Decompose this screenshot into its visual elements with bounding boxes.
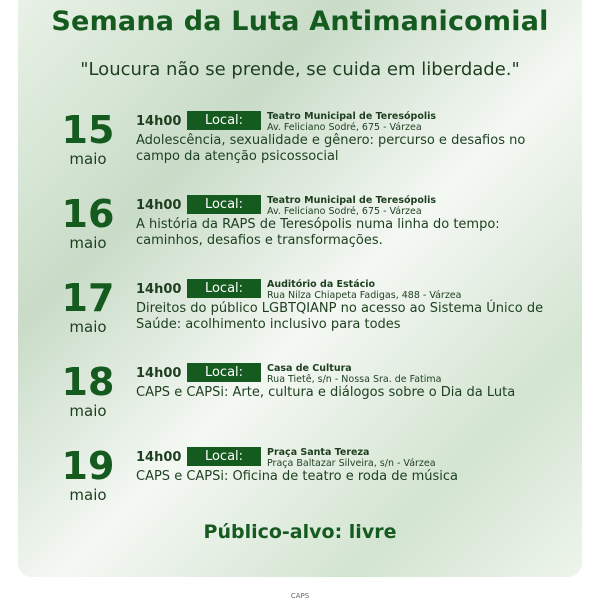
target-audience: Público-alvo: livre	[203, 521, 397, 543]
event-venue: Casa de Cultura	[267, 363, 352, 374]
event-day: 18	[61, 360, 115, 404]
event-venue: Teatro Municipal de Teresópolis	[267, 195, 437, 206]
event-address: Rua Nilza Chiapeta Fadigas, 488 - Várzea	[267, 290, 462, 301]
event-venue: Teatro Municipal de Teresópolis	[267, 111, 437, 122]
local-badge: Local:	[187, 195, 261, 214]
local-badge: Local:	[187, 447, 261, 466]
event-time: 14h00	[136, 450, 182, 465]
event-description: CAPS e CAPSi: Arte, cultura e diálogos sobre o Dia da Luta	[136, 385, 516, 400]
event-month: maio	[69, 234, 107, 252]
event-venue: Auditório da Estácio	[267, 279, 376, 290]
event-month: maio	[69, 486, 107, 504]
poster-title: Semana da Luta Antimanicomial	[51, 6, 549, 37]
event-day: 16	[61, 192, 115, 236]
event-description: Direitos do público LGBTQIANP no acesso ao Sistema Único de Saúde: acolhimento inclusivo para todes	[136, 301, 544, 332]
event-month: maio	[69, 318, 107, 336]
event-address: Av. Feliciano Sodré, 675 - Várzea	[267, 206, 422, 217]
event-address: Av. Feliciano Sodré, 675 - Várzea	[267, 122, 422, 133]
event-description: Adolescência, sexualidade e gênero: percurso e desafios no campo da atenção psicossocial	[136, 133, 526, 164]
event-address: Rua Tietê, s/n - Nossa Sra. de Fatima	[267, 374, 442, 385]
event-address: Praça Baltazar Silveira, s/n - Várzea	[267, 458, 436, 469]
caps-logo: CAPS	[290, 592, 310, 600]
event-time: 14h00	[136, 366, 182, 381]
event-item	[0, 194, 600, 274]
poster-quote: "Loucura não se prende, se cuida em liberdade."	[80, 59, 520, 80]
event-month: maio	[69, 402, 107, 420]
local-badge: Local:	[187, 279, 261, 298]
local-badge: Local:	[187, 363, 261, 382]
event-venue: Praça Santa Tereza	[267, 447, 370, 458]
event-description: A história da RAPS de Teresópolis numa linha do tempo: caminhos, desafios e transformações.	[136, 217, 500, 248]
event-description: CAPS e CAPSi: Oficina de teatro e roda de música	[136, 469, 458, 484]
event-item	[0, 362, 600, 442]
event-item	[0, 446, 600, 526]
event-day: 17	[61, 276, 115, 320]
event-month: maio	[69, 150, 107, 168]
event-day: 19	[61, 444, 115, 488]
event-item	[0, 110, 600, 190]
event-time: 14h00	[136, 198, 182, 213]
event-time: 14h00	[136, 282, 182, 297]
local-badge: Local:	[187, 111, 261, 130]
event-item	[0, 278, 600, 358]
event-time: 14h00	[136, 114, 182, 129]
event-day: 15	[61, 108, 115, 152]
